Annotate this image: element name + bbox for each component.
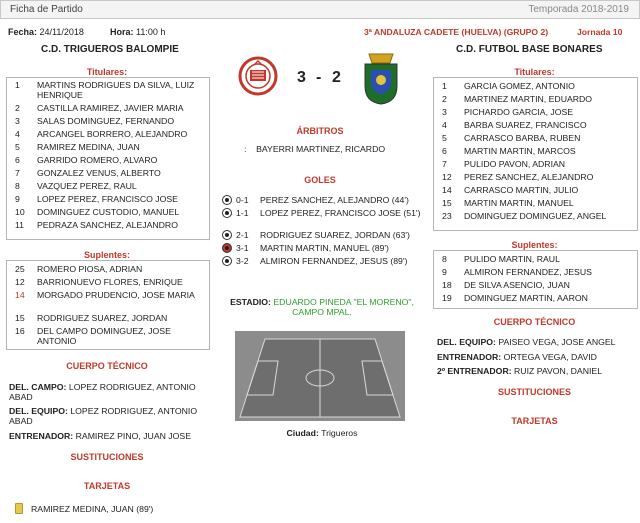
list-item: 8 PULIDO MARTIN, RAUL [442, 254, 560, 264]
home-staff-coach: ENTRENADOR: RAMIREZ PINO, JUAN JOSE [9, 431, 191, 441]
home-subs-list [6, 260, 210, 350]
home-substitutions-title: SUSTITUCIONES [70, 452, 144, 462]
away-cards-title: TARJETAS [511, 416, 558, 426]
list-item: 23 DOMINGUEZ DOMINGUEZ, ANGEL [442, 211, 607, 221]
away-substitutions-title: SUSTITUCIONES [497, 387, 571, 397]
list-item: 10 DOMINGUEZ CUSTODIO, MANUEL [15, 207, 180, 217]
home-team-name: C.D. TRIGUEROS BALOMPIE [41, 44, 179, 55]
away-subs-list [433, 250, 638, 309]
home-score: 3 [297, 69, 306, 86]
stadium-pitch-image [235, 331, 405, 421]
stadium-info: ESTADIO: EDUARDO PINEDA "EL MORENO", CAMPO MPAL. [230, 297, 414, 317]
title-bar [0, 0, 640, 19]
away-team-name: C.D. FUTBOL BASE BONARES [456, 44, 603, 55]
away-score: 2 [332, 69, 341, 86]
list-item: 7 GONZALEZ VENUS, ALBERTO [15, 168, 161, 178]
list-item: 6 MARTIN MARTIN, MARCOS [442, 146, 576, 156]
goals-title: GOLES [304, 175, 336, 185]
list-item: 15 MARTIN MARTIN, MANUEL [442, 198, 574, 208]
home-card-entry: RAMIREZ MEDINA, JUAN (89') [31, 504, 154, 514]
soccer-ball-icon [222, 243, 232, 253]
away-starters-list [433, 77, 638, 231]
list-item: 19 DOMINGUEZ MARTIN, AARON [442, 293, 588, 303]
list-item: 4 ARCANGEL BORRERO, ALEJANDRO [15, 129, 188, 139]
list-item: 14 CARRASCO MARTIN, JULIO [442, 185, 579, 195]
away-subs-title: Suplentes: [511, 240, 558, 250]
list-item: 8 VAZQUEZ PEREZ, RAUL [15, 181, 137, 191]
list-item: 9 LOPEZ PEREZ, FRANCISCO JOSE [15, 194, 178, 204]
home-staff-team-delegate: DEL. EQUIPO: LOPEZ RODRIGUEZ, ANTONIO ABAD [9, 406, 198, 426]
goal-entry: 1-1 LOPEZ PEREZ, FRANCISCO JOSE (51') [222, 208, 422, 230]
referee-entry: : BAYERRI MARTINEZ, RICARDO [244, 144, 386, 154]
round-label: Jornada 10 [577, 27, 623, 37]
list-item: 6 GARRIDO ROMERO, ALVARO [15, 155, 158, 165]
list-item: 2 CASTILLA RAMIREZ, JAVIER MARIA [15, 103, 184, 113]
match-date: Fecha: 24/11/2018 [8, 27, 84, 37]
away-staff-assistant-coach: 2º ENTRENADOR: RUIZ PAVON, DANIEL [437, 366, 603, 376]
list-item: 18 DE SILVA ASENCIO, JUAN [442, 280, 570, 290]
list-item: 9 ALMIRON FERNANDEZ, JESUS [442, 267, 592, 277]
list-item: 15 RODRIGUEZ SUAREZ, JORDAN [15, 313, 168, 323]
soccer-ball-icon [222, 195, 232, 205]
list-item: 1 MARTINS RODRIGUES DA SILVA, LUIZ HENRIQUE [15, 80, 195, 100]
list-item: 4 BARBA SUAREZ, FRANCISCO [442, 120, 587, 130]
away-starters-title: Titulares: [514, 67, 555, 77]
away-staff-team-delegate: DEL. EQUIPO: PAISEO VEGA, JOSE ANGEL [437, 337, 616, 347]
trigueros-crest-icon [238, 55, 278, 97]
goal-entry: 0-1 PEREZ SANCHEZ, ALEJANDRO (44') [222, 195, 422, 207]
score-separator: - [316, 69, 322, 86]
home-starters-list [6, 77, 210, 240]
home-cards-title: TARJETAS [83, 481, 131, 491]
page-title: Ficha de Partido [10, 4, 83, 15]
list-item: 5 RAMIREZ MEDINA, JUAN [15, 142, 140, 152]
home-coaching-title: CUERPO TÉCNICO [66, 361, 148, 371]
list-item: 3 PICHARDO GARCIA, JOSE [442, 107, 574, 117]
referees-title: ÁRBITROS [296, 126, 344, 136]
match-time: Hora: 11:00 h [110, 27, 166, 37]
home-starters-title: Titulares: [86, 67, 128, 77]
soccer-ball-icon [222, 230, 232, 240]
list-item: 25 ROMERO PIOSA, ADRIAN [15, 264, 143, 274]
soccer-ball-icon [222, 256, 232, 266]
stadium-name: EDUARDO PINEDA "EL MORENO", CAMPO MPAL. [273, 297, 414, 317]
list-item: 1 GARCIA GOMEZ, ANTONIO [442, 81, 575, 91]
list-item: 7 PULIDO PAVON, ADRIAN [442, 159, 566, 169]
list-item: 3 SALAS DOMINGUEZ, FERNANDO [15, 116, 175, 126]
list-item: 16 DEL CAMPO DOMINGUEZ, JOSE ANTONIO [15, 326, 171, 346]
list-item: 14 MORGADO PRUDENCIO, JOSE MARIA [15, 290, 195, 300]
list-item: 11 PEDRAZA SANCHEZ, ALEJANDRO [15, 220, 178, 230]
goal-entry: 2-1 RODRIGUEZ SUAREZ, JORDAN (63') [222, 230, 422, 242]
list-item: 12 BARRIONUEVO FLORES, ENRIQUE [15, 277, 183, 287]
away-staff-coach: ENTRENADOR: ORTEGA VEGA, DAVID [437, 352, 597, 362]
home-staff-field-delegate: DEL. CAMPO: LOPEZ RODRIGUEZ, ANTONIO ABAD [9, 382, 196, 402]
goal-entry: 3-1 MARTIN MARTIN, MANUEL (89') [222, 243, 422, 255]
list-item: 2 MARTINEZ MARTIN, EDUARDO [442, 94, 593, 104]
competition-name: 3ª ANDALUZA CADETE (HUELVA) (GRUPO 2) [364, 27, 549, 37]
goal-entry: 3-2 ALMIRON FERNANDEZ, JESUS (89') [222, 256, 422, 268]
home-subs-title: Suplentes: [83, 250, 130, 260]
yellow-card-icon [15, 503, 23, 514]
bonares-crest-icon [361, 50, 401, 106]
list-item: 5 CARRASCO BARBA, RUBEN [442, 133, 581, 143]
soccer-ball-icon [222, 208, 232, 218]
city-info: Ciudad: Trigueros [286, 428, 358, 438]
season-label: Temporada 2018-2019 [528, 4, 629, 15]
away-coaching-title: CUERPO TÉCNICO [493, 317, 576, 327]
list-item: 12 PEREZ SANCHEZ, ALEJANDRO [442, 172, 594, 182]
